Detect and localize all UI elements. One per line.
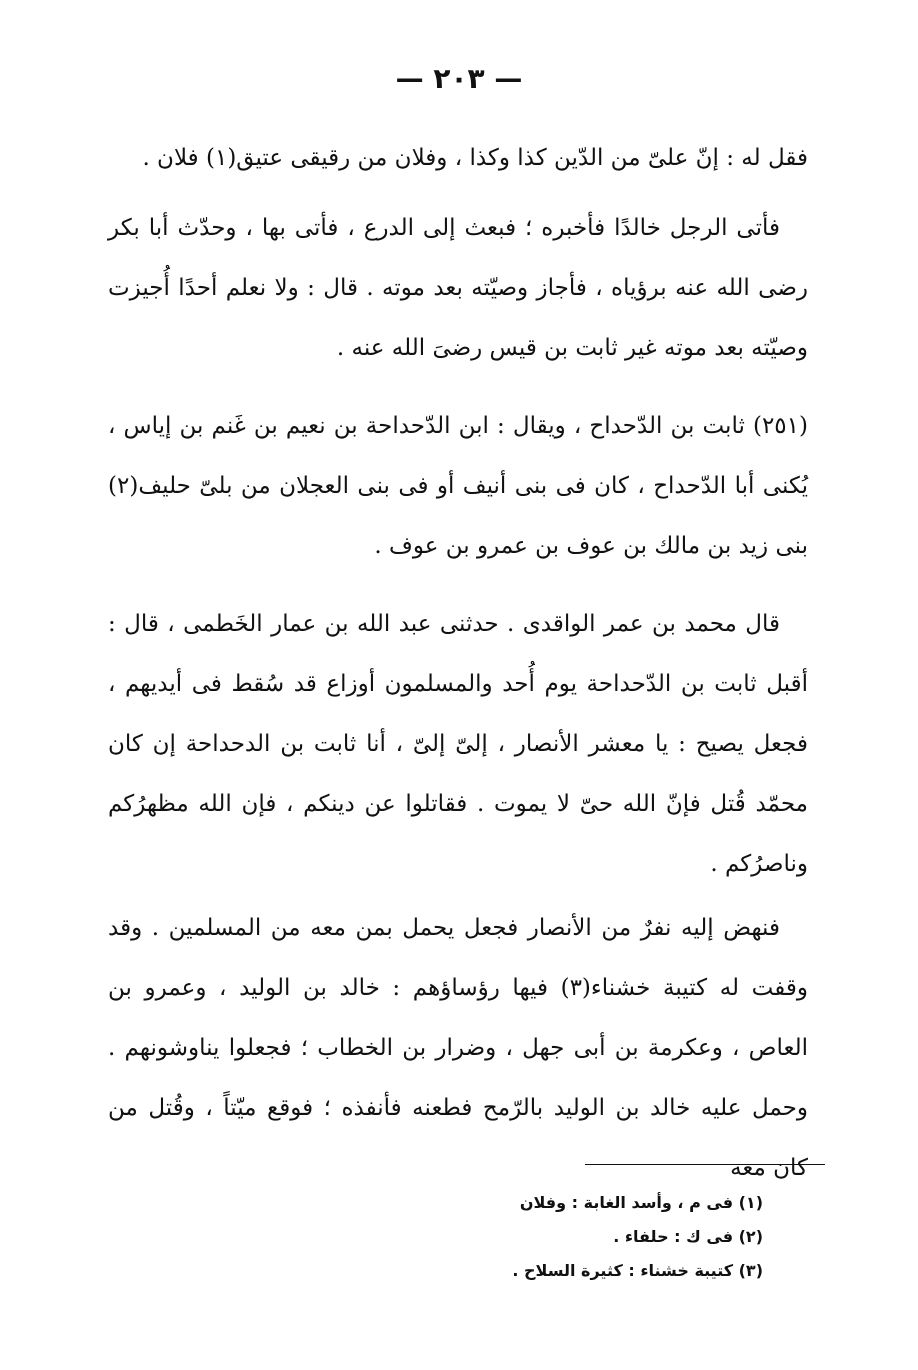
paragraph-text: (٢٥١) ثابت بن الدّحداح ، ويقال : ابن الدّحداحة بن نعيم بن غَنم بن إياس ، يُكنى أبا الدّحداح ، كان فى بنى أنيف أو فى بنى العجلان من بلىّ حليف(٢) بنى زيد بن مالك بن عوف بن عمرو بن عوف . — [108, 413, 808, 559]
footnote-3: (٣) كتيبة خشناء : كثيرة السلاح . — [512, 1261, 763, 1280]
paragraph-4 — [108, 594, 808, 894]
paragraph-text: فنهض إليه نفرٌ من الأنصار فجعل يحمل بمن معه من المسلمين . وقد وقفت له كتيبة خشناء(٣) فيها رؤساؤهم : خالد بن الوليد ، وعمرو بن العاص ، وعكرمة بن أبى جهل ، وضرار بن الخطاب ؛ فجعلوا يناوشونهم . وحمل عليه خالد بن الوليد بالرّمح فطعنه فأنفذه ؛ فوقع ميّتاً ، وقُتل من كان معه — [108, 915, 808, 1181]
paragraph-1 — [108, 128, 808, 188]
footnote-2: (٢) فى ك : حلفاء . — [613, 1227, 763, 1246]
paragraph-3 — [108, 396, 808, 576]
footnote-1: (١) فى م ، وأسد الغابة : وفلان — [519, 1193, 763, 1212]
paragraph-text: فقل له : إنّ علىّ من الدّين كذا وكذا ، وفلان من رقيقى عتيق(١) فلان . — [142, 145, 808, 171]
paragraph-2 — [108, 198, 808, 378]
page-number: — ٢٠٣ — — [395, 62, 523, 95]
paragraph-5 — [108, 898, 808, 1198]
footnote-divider — [585, 1164, 825, 1165]
paragraph-text: فأتى الرجل خالدًا فأخبره ؛ فبعث إلى الدرع ، فأتى بها ، وحدّث أبا بكر رضى الله عنه برؤياه ، فأجاز وصيّته بعد موته . قال : ولا نعلم أحدًا أُجيزت وصيّته بعد موته غير ثابت بن قيس رضىَ الله عنه . — [108, 215, 808, 361]
paragraph-text: قال محمد بن عمر الواقدى . حدثنى عبد الله بن عمار الخَطمى ، قال : أقبل ثابت بن الدّحداحة يوم أُحد والمسلمون أوزاع قد سُقط فى أيديهم ، فجعل يصيح : يا معشر الأنصار ، إلىّ إلىّ ، أنا ثابت بن الدحداحة إن كان محمّد قُتل فإنّ الله حىّ لا يموت . فقاتلوا عن دينكم ، فإن الله مظهرُكم وناصرُكم . — [108, 611, 808, 877]
footnotes — [363, 1186, 763, 1288]
